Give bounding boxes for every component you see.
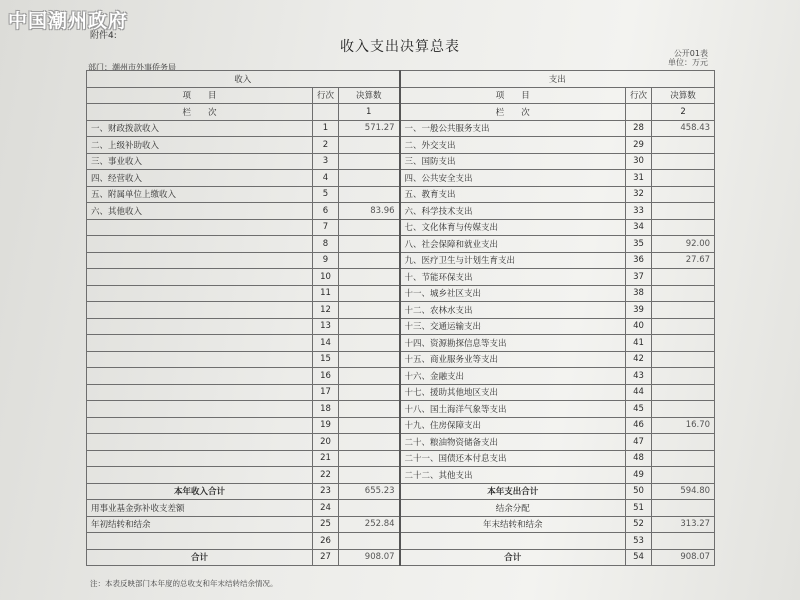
expense-item-cell: 十七、援助其他地区支出 bbox=[400, 384, 626, 401]
table-row bbox=[87, 120, 715, 137]
expense-row-no-cell: 41 bbox=[626, 335, 652, 352]
summary-row bbox=[87, 483, 715, 500]
income-item-cell: 二、上级补助收入 bbox=[87, 137, 313, 154]
expense-amount-cell bbox=[652, 351, 715, 368]
attachment-label: 附件4: bbox=[90, 31, 117, 41]
income-row-no-cell: 5 bbox=[313, 186, 339, 203]
expense-amount-cell bbox=[652, 467, 715, 484]
expense-summary-label: 合计 bbox=[400, 549, 626, 566]
income-item-header: 项 目 bbox=[87, 87, 313, 104]
income-item-cell bbox=[87, 236, 313, 253]
expense-item-cell: 二、外交支出 bbox=[400, 137, 626, 154]
expense-item-cell: 二十、粮油物资储备支出 bbox=[400, 434, 626, 451]
expense-row-no-cell: 36 bbox=[626, 252, 652, 269]
summary-row bbox=[87, 549, 715, 566]
expense-summary-amount: 594.80 bbox=[652, 483, 715, 500]
income-item-cell bbox=[87, 302, 313, 319]
table-row bbox=[87, 335, 715, 352]
income-row-no-cell: 18 bbox=[313, 401, 339, 418]
table-row bbox=[87, 252, 715, 269]
table-row bbox=[87, 467, 715, 484]
expense-summary-row-no: 51 bbox=[626, 500, 652, 517]
summary-row bbox=[87, 533, 715, 550]
expense-amount-cell bbox=[652, 153, 715, 170]
table-row bbox=[87, 186, 715, 203]
income-amount-cell bbox=[339, 467, 400, 484]
income-amount-cell bbox=[339, 170, 400, 187]
income-amount-cell bbox=[339, 302, 400, 319]
income-expense-table bbox=[86, 70, 715, 566]
expense-summary-amount bbox=[652, 533, 715, 550]
income-item-cell: 四、经营收入 bbox=[87, 170, 313, 187]
expense-row-no-cell: 29 bbox=[626, 137, 652, 154]
expense-column-blank bbox=[626, 104, 652, 121]
expense-summary-label: 结余分配 bbox=[400, 500, 626, 517]
expense-amount-cell bbox=[652, 203, 715, 220]
table-row bbox=[87, 450, 715, 467]
expense-row-no-cell: 47 bbox=[626, 434, 652, 451]
expense-amount-header: 决算数 bbox=[652, 87, 715, 104]
table-row bbox=[87, 318, 715, 335]
expense-summary-amount: 908.07 bbox=[652, 549, 715, 566]
income-amount-cell bbox=[339, 368, 400, 385]
income-row-no-cell: 21 bbox=[313, 450, 339, 467]
expense-amount-cell bbox=[652, 401, 715, 418]
expense-summary-amount bbox=[652, 500, 715, 517]
expense-row-no-cell: 35 bbox=[626, 236, 652, 253]
expense-summary-label: 年末结转和结余 bbox=[400, 516, 626, 533]
income-row-no-cell: 14 bbox=[313, 335, 339, 352]
income-amount-cell bbox=[339, 401, 400, 418]
table-column-row bbox=[87, 104, 715, 121]
expense-row-no-header: 行次 bbox=[626, 87, 652, 104]
expense-item-cell: 一、一般公共服务支出 bbox=[400, 120, 626, 137]
income-row-no-cell: 20 bbox=[313, 434, 339, 451]
income-amount-cell: 83.96 bbox=[339, 203, 400, 220]
table-row bbox=[87, 219, 715, 236]
income-row-no-cell: 7 bbox=[313, 219, 339, 236]
government-watermark: 中国潮州政府 bbox=[8, 10, 129, 32]
income-amount-cell bbox=[339, 285, 400, 302]
income-amount-cell bbox=[339, 318, 400, 335]
expense-amount-cell bbox=[652, 368, 715, 385]
expense-amount-cell bbox=[652, 170, 715, 187]
income-item-cell bbox=[87, 401, 313, 418]
income-summary-amount bbox=[339, 533, 400, 550]
income-row-no-cell: 22 bbox=[313, 467, 339, 484]
expense-row-no-cell: 39 bbox=[626, 302, 652, 319]
income-column-label: 栏 次 bbox=[87, 104, 313, 121]
income-amount-cell bbox=[339, 236, 400, 253]
table-row bbox=[87, 351, 715, 368]
income-summary-amount: 655.23 bbox=[339, 483, 400, 500]
table-row bbox=[87, 137, 715, 154]
expense-row-no-cell: 44 bbox=[626, 384, 652, 401]
summary-row bbox=[87, 516, 715, 533]
income-item-cell bbox=[87, 434, 313, 451]
income-item-cell bbox=[87, 368, 313, 385]
income-item-cell bbox=[87, 219, 313, 236]
table-row bbox=[87, 203, 715, 220]
income-header: 收入 bbox=[87, 71, 400, 88]
table-row bbox=[87, 417, 715, 434]
expense-amount-cell: 16.70 bbox=[652, 417, 715, 434]
footnote: 注：本表反映部门本年度的总收支和年末结转结余情况。 bbox=[90, 579, 278, 588]
table-row bbox=[87, 434, 715, 451]
expense-amount-cell bbox=[652, 219, 715, 236]
expense-item-cell: 十四、资源勘探信息等支出 bbox=[400, 335, 626, 352]
expense-summary-label bbox=[400, 533, 626, 550]
expense-row-no-cell: 30 bbox=[626, 153, 652, 170]
expense-amount-cell bbox=[652, 285, 715, 302]
income-summary-label bbox=[87, 533, 313, 550]
income-column-blank bbox=[313, 104, 339, 121]
income-amount-cell: 571.27 bbox=[339, 120, 400, 137]
income-row-no-cell: 11 bbox=[313, 285, 339, 302]
income-summary-row-no: 24 bbox=[313, 500, 339, 517]
income-item-cell bbox=[87, 335, 313, 352]
expense-item-header: 项 目 bbox=[400, 87, 626, 104]
income-item-cell: 一、财政拨款收入 bbox=[87, 120, 313, 137]
income-summary-label: 年初结转和结余 bbox=[87, 516, 313, 533]
expense-amount-cell bbox=[652, 186, 715, 203]
income-amount-cell bbox=[339, 219, 400, 236]
expense-row-no-cell: 42 bbox=[626, 351, 652, 368]
income-summary-amount bbox=[339, 500, 400, 517]
income-summary-row-no: 27 bbox=[313, 549, 339, 566]
summary-row bbox=[87, 500, 715, 517]
expense-row-no-cell: 46 bbox=[626, 417, 652, 434]
expense-amount-cell: 27.67 bbox=[652, 252, 715, 269]
expense-amount-cell bbox=[652, 384, 715, 401]
income-amount-cell bbox=[339, 153, 400, 170]
income-row-no-cell: 15 bbox=[313, 351, 339, 368]
income-item-cell bbox=[87, 351, 313, 368]
income-item-cell bbox=[87, 269, 313, 286]
table-row bbox=[87, 401, 715, 418]
income-row-no-cell: 2 bbox=[313, 137, 339, 154]
income-amount-header: 决算数 bbox=[339, 87, 400, 104]
expense-item-cell: 十五、商业服务业等支出 bbox=[400, 351, 626, 368]
expense-row-no-cell: 33 bbox=[626, 203, 652, 220]
expense-summary-amount: 313.27 bbox=[652, 516, 715, 533]
expense-item-cell: 十、节能环保支出 bbox=[400, 269, 626, 286]
expense-item-cell: 二十一、国债还本付息支出 bbox=[400, 450, 626, 467]
income-amount-cell bbox=[339, 269, 400, 286]
income-summary-amount: 908.07 bbox=[339, 549, 400, 566]
income-amount-cell bbox=[339, 434, 400, 451]
income-amount-cell bbox=[339, 252, 400, 269]
expense-amount-cell bbox=[652, 318, 715, 335]
income-amount-cell bbox=[339, 417, 400, 434]
income-row-no-cell: 13 bbox=[313, 318, 339, 335]
expense-row-no-cell: 32 bbox=[626, 186, 652, 203]
expense-amount-cell: 458.43 bbox=[652, 120, 715, 137]
income-summary-label: 用事业基金弥补收支差额 bbox=[87, 500, 313, 517]
expense-column-label: 栏 次 bbox=[400, 104, 626, 121]
table-row bbox=[87, 302, 715, 319]
expense-amount-cell bbox=[652, 302, 715, 319]
income-summary-row-no: 26 bbox=[313, 533, 339, 550]
income-item-cell: 六、其他收入 bbox=[87, 203, 313, 220]
expense-amount-cell: 92.00 bbox=[652, 236, 715, 253]
expense-amount-cell bbox=[652, 137, 715, 154]
expense-item-cell: 十一、城乡社区支出 bbox=[400, 285, 626, 302]
income-row-no-cell: 3 bbox=[313, 153, 339, 170]
expense-item-cell: 五、教育支出 bbox=[400, 186, 626, 203]
table-row bbox=[87, 153, 715, 170]
expense-row-no-cell: 49 bbox=[626, 467, 652, 484]
expense-summary-label: 本年支出合计 bbox=[400, 483, 626, 500]
income-item-cell bbox=[87, 450, 313, 467]
table-row bbox=[87, 368, 715, 385]
expense-item-cell: 十二、农林水支出 bbox=[400, 302, 626, 319]
table-row bbox=[87, 384, 715, 401]
expense-item-cell: 二十二、其他支出 bbox=[400, 467, 626, 484]
income-item-cell bbox=[87, 285, 313, 302]
income-amount-cell bbox=[339, 384, 400, 401]
income-row-no-cell: 10 bbox=[313, 269, 339, 286]
income-summary-label: 本年收入合计 bbox=[87, 483, 313, 500]
expense-item-cell: 七、文化体育与传媒支出 bbox=[400, 219, 626, 236]
income-row-no-cell: 12 bbox=[313, 302, 339, 319]
income-summary-label: 合计 bbox=[87, 549, 313, 566]
expense-row-no-cell: 43 bbox=[626, 368, 652, 385]
expense-amount-cell bbox=[652, 450, 715, 467]
income-row-no-cell: 17 bbox=[313, 384, 339, 401]
income-amount-cell bbox=[339, 186, 400, 203]
expense-row-no-cell: 28 bbox=[626, 120, 652, 137]
income-summary-row-no: 25 bbox=[313, 516, 339, 533]
income-row-no-cell: 9 bbox=[313, 252, 339, 269]
expense-item-cell: 十九、住房保障支出 bbox=[400, 417, 626, 434]
income-row-no-cell: 4 bbox=[313, 170, 339, 187]
income-column-number: 1 bbox=[339, 104, 400, 121]
page-title: 收入支出决算总表 bbox=[340, 39, 460, 55]
income-item-cell: 五、附属单位上缴收入 bbox=[87, 186, 313, 203]
expense-item-cell: 十六、金融支出 bbox=[400, 368, 626, 385]
expense-item-cell: 三、国防支出 bbox=[400, 153, 626, 170]
income-summary-row-no: 23 bbox=[313, 483, 339, 500]
income-item-cell bbox=[87, 384, 313, 401]
income-amount-cell bbox=[339, 450, 400, 467]
expense-row-no-cell: 45 bbox=[626, 401, 652, 418]
table-subheader-row bbox=[87, 87, 715, 104]
expense-item-cell: 九、医疗卫生与计划生育支出 bbox=[400, 252, 626, 269]
expense-row-no-cell: 34 bbox=[626, 219, 652, 236]
expense-item-cell: 十八、国土海洋气象等支出 bbox=[400, 401, 626, 418]
expense-summary-row-no: 50 bbox=[626, 483, 652, 500]
expense-header: 支出 bbox=[400, 71, 715, 88]
expense-row-no-cell: 48 bbox=[626, 450, 652, 467]
form-number: 公开01表 bbox=[673, 49, 708, 58]
income-item-cell bbox=[87, 252, 313, 269]
unit-label: 单位：万元 bbox=[668, 58, 708, 67]
income-item-cell bbox=[87, 417, 313, 434]
expense-summary-row-no: 53 bbox=[626, 533, 652, 550]
expense-item-cell: 八、社会保障和就业支出 bbox=[400, 236, 626, 253]
income-row-no-cell: 8 bbox=[313, 236, 339, 253]
income-amount-cell bbox=[339, 351, 400, 368]
table-header-row bbox=[87, 71, 715, 88]
expense-summary-row-no: 54 bbox=[626, 549, 652, 566]
income-amount-cell bbox=[339, 137, 400, 154]
income-item-cell bbox=[87, 318, 313, 335]
expense-row-no-cell: 37 bbox=[626, 269, 652, 286]
expense-row-no-cell: 31 bbox=[626, 170, 652, 187]
expense-amount-cell bbox=[652, 269, 715, 286]
table-row bbox=[87, 285, 715, 302]
table-row bbox=[87, 269, 715, 286]
table-row bbox=[87, 170, 715, 187]
income-row-no-cell: 16 bbox=[313, 368, 339, 385]
income-summary-amount: 252.84 bbox=[339, 516, 400, 533]
expense-item-cell: 四、公共安全支出 bbox=[400, 170, 626, 187]
expense-item-cell: 六、科学技术支出 bbox=[400, 203, 626, 220]
expense-row-no-cell: 40 bbox=[626, 318, 652, 335]
expense-amount-cell bbox=[652, 335, 715, 352]
income-row-no-cell: 19 bbox=[313, 417, 339, 434]
income-row-no-cell: 1 bbox=[313, 120, 339, 137]
expense-row-no-cell: 38 bbox=[626, 285, 652, 302]
expense-summary-row-no: 52 bbox=[626, 516, 652, 533]
income-row-no-header: 行次 bbox=[313, 87, 339, 104]
department-label: 部门：潮州市外事侨务局 bbox=[88, 63, 176, 72]
expense-item-cell: 十三、交通运输支出 bbox=[400, 318, 626, 335]
income-item-cell bbox=[87, 467, 313, 484]
income-row-no-cell: 6 bbox=[313, 203, 339, 220]
income-amount-cell bbox=[339, 335, 400, 352]
income-item-cell: 三、事业收入 bbox=[87, 153, 313, 170]
expense-amount-cell bbox=[652, 434, 715, 451]
table-row bbox=[87, 236, 715, 253]
expense-column-number: 2 bbox=[652, 104, 715, 121]
